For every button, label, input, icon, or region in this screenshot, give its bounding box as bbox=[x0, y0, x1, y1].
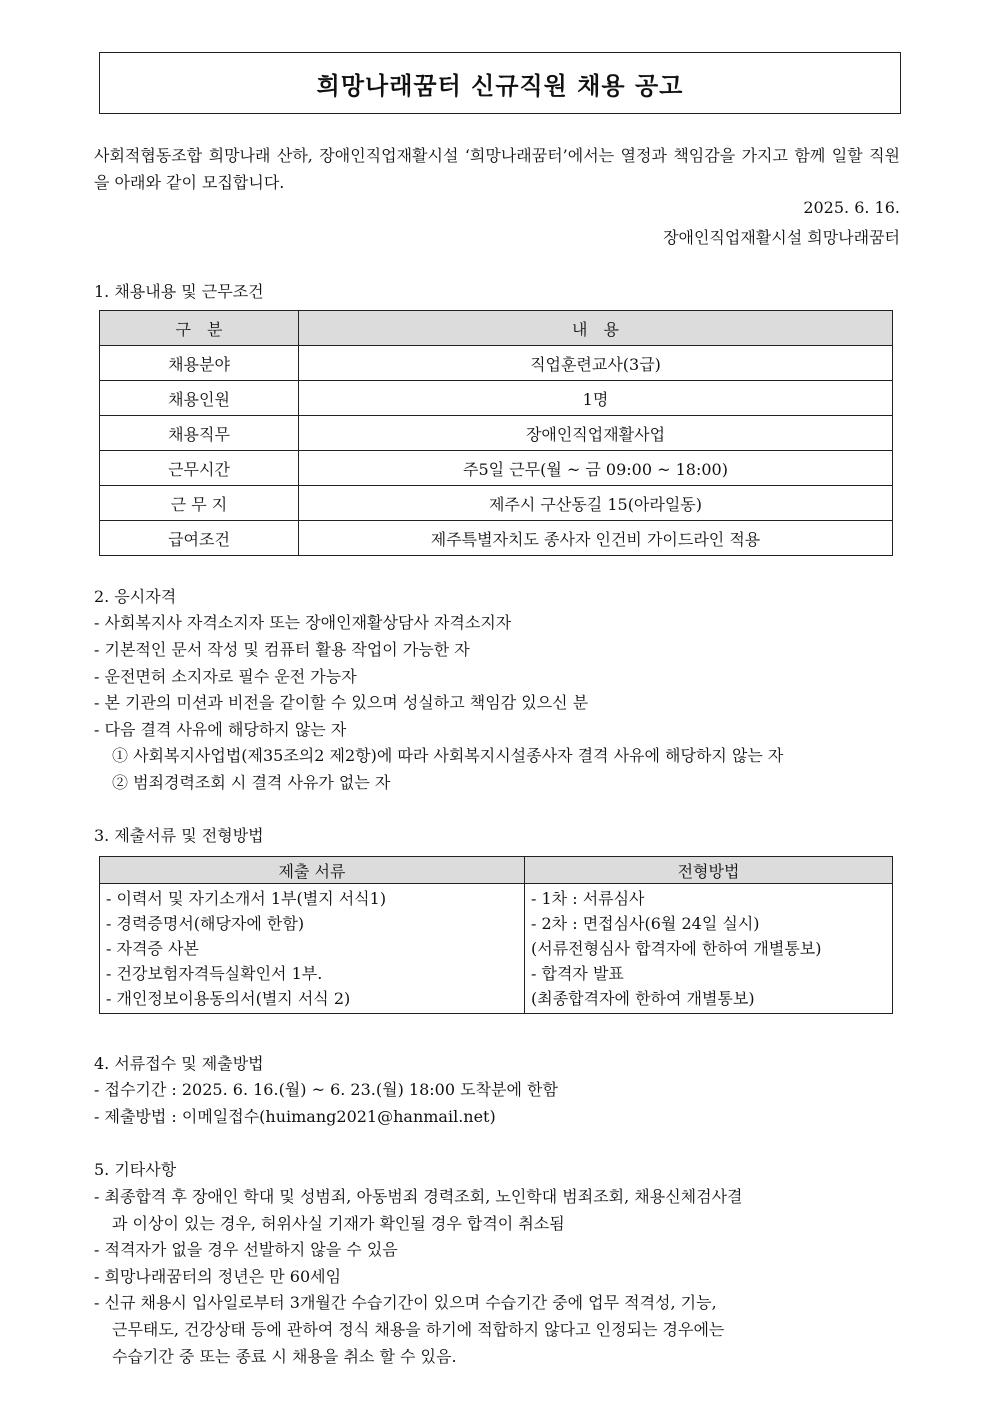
table-row bbox=[100, 346, 893, 381]
table-header-row bbox=[100, 311, 893, 346]
submission-method: - 제출방법 : 이메일접수(huimang2021@hanmail.net) bbox=[94, 1107, 496, 1126]
documents-cell bbox=[100, 884, 525, 1014]
submission-period: - 접수기간 : 2025. 6. 16.(월) ~ 6. 23.(월) 18:00 도착분에 한함 bbox=[94, 1080, 558, 1099]
row-label: 급여조건 bbox=[100, 521, 299, 556]
row-label: 채용인원 bbox=[100, 381, 299, 416]
table-row bbox=[100, 451, 893, 486]
table-row bbox=[100, 381, 893, 416]
row-label: 근무시간 bbox=[100, 451, 299, 486]
qualification-item: - 사회복지사 자격소지자 또는 장애인재활상담사 자격소지자 bbox=[94, 613, 512, 632]
disqualification-subitem: ② 범죄경력조회 시 결격 사유가 없는 자 bbox=[112, 773, 391, 792]
row-value: 제주시 구산동길 15(아라일동) bbox=[299, 486, 893, 521]
list-item: (서류전형심사 합격자에 한하여 개별통보) bbox=[531, 939, 822, 958]
table-row bbox=[100, 884, 893, 1014]
other-item-line: - 적격자가 없을 경우 선발하지 않을 수 있음 bbox=[94, 1240, 398, 1259]
list-item: - 건강보험자격득실확인서 1부. bbox=[106, 964, 323, 983]
qualification-item: - 운전면허 소지자로 필수 운전 가능자 bbox=[94, 667, 357, 686]
list-item: - 1차 : 서류심사 bbox=[531, 889, 645, 908]
row-label: 채용직무 bbox=[100, 416, 299, 451]
employment-conditions-table bbox=[99, 310, 893, 556]
section1-heading: 1. 채용내용 및 근무조건 bbox=[94, 282, 264, 301]
list-item: - 개인정보이용동의서(별지 서식 2) bbox=[106, 989, 351, 1008]
qualification-item: - 기본적인 문서 작성 및 컴퓨터 활용 작업이 가능한 자 bbox=[94, 640, 470, 659]
row-value: 직업훈련교사(3급) bbox=[299, 346, 893, 381]
list-item: - 2차 : 면접심사(6월 24일 실시) bbox=[531, 914, 760, 933]
table-row bbox=[100, 416, 893, 451]
process-cell bbox=[525, 884, 893, 1014]
table-header-content: 내 용 bbox=[299, 311, 893, 346]
table-header-row bbox=[100, 857, 893, 884]
other-item-line: - 희망나래꿈터의 정년은 만 60세임 bbox=[94, 1267, 342, 1286]
other-item-line: - 최종합격 후 장애인 학대 및 성범죄, 아동범죄 경력조회, 노인학대 범죄조회, 채용신체검사결 bbox=[94, 1187, 743, 1206]
row-value: 장애인직업재활사업 bbox=[299, 416, 893, 451]
table-header-process: 전형방법 bbox=[525, 857, 893, 884]
qualification-item: - 본 기관의 미션과 비전을 같이할 수 있으며 성실하고 책임감 있으신 분 bbox=[94, 693, 589, 712]
section5-heading: 5. 기타사항 bbox=[94, 1160, 177, 1179]
table-row bbox=[100, 486, 893, 521]
other-item-line: 수습기간 중 또는 종료 시 채용을 취소 할 수 있음. bbox=[112, 1347, 457, 1366]
documents-process-table bbox=[99, 856, 893, 1014]
table-header-category: 구 분 bbox=[100, 311, 299, 346]
list-item: - 이력서 및 자기소개서 1부(별지 서식1) bbox=[106, 889, 387, 908]
other-item-line: 과 이상이 있는 경우, 허위사실 기재가 확인될 경우 합격이 취소됨 bbox=[112, 1214, 565, 1233]
organization-name: 장애인직업재활시설 희망나래꿈터 bbox=[663, 228, 900, 247]
list-item: - 경력증명서(해당자에 한함) bbox=[106, 914, 305, 933]
qualification-item: - 다음 결격 사유에 해당하지 않는 자 bbox=[94, 720, 347, 739]
section2-heading: 2. 응시자격 bbox=[94, 587, 177, 606]
intro-paragraph: 사회적협동조합 희망나래 산하, 장애인직업재활시설 ‘희망나래꿈터’에서는 열정과 책임감을 가지고 함께 일할 직원을 아래와 같이 모집합니다. bbox=[94, 146, 900, 192]
section3-heading: 3. 제출서류 및 전형방법 bbox=[94, 826, 264, 845]
row-value: 제주특별자치도 종사자 인건비 가이드라인 적용 bbox=[299, 521, 893, 556]
page-title: 희망나래꿈터 신규직원 채용 공고 bbox=[99, 52, 901, 114]
table-row bbox=[100, 521, 893, 556]
disqualification-subitem: ① 사회복지사업법(제35조의2 제2항)에 따라 사회복지시설종사자 결격 사유에 해당하지 않는 자 bbox=[112, 746, 784, 765]
list-item: - 자격증 사본 bbox=[106, 939, 199, 958]
section4-heading: 4. 서류접수 및 제출방법 bbox=[94, 1054, 264, 1073]
row-value: 주5일 근무(월 ~ 금 09:00 ~ 18:00) bbox=[299, 451, 893, 486]
announcement-date: 2025. 6. 16. bbox=[803, 198, 900, 217]
other-item-line: - 신규 채용시 입사일로부터 3개월간 수습기간이 있으며 수습기간 중에 업무 적격성, 기능, bbox=[94, 1293, 717, 1312]
table-header-documents: 제출 서류 bbox=[100, 857, 525, 884]
list-item: (최종합격자에 한하여 개별통보) bbox=[531, 989, 755, 1008]
row-value: 1명 bbox=[299, 381, 893, 416]
list-item: - 합격자 발표 bbox=[531, 964, 624, 983]
row-label: 채용분야 bbox=[100, 346, 299, 381]
other-item-line: 근무태도, 건강상태 등에 관하여 정식 채용을 하기에 적합하지 않다고 인정되는 경우에는 bbox=[112, 1320, 725, 1339]
row-label: 근 무 지 bbox=[100, 486, 299, 521]
